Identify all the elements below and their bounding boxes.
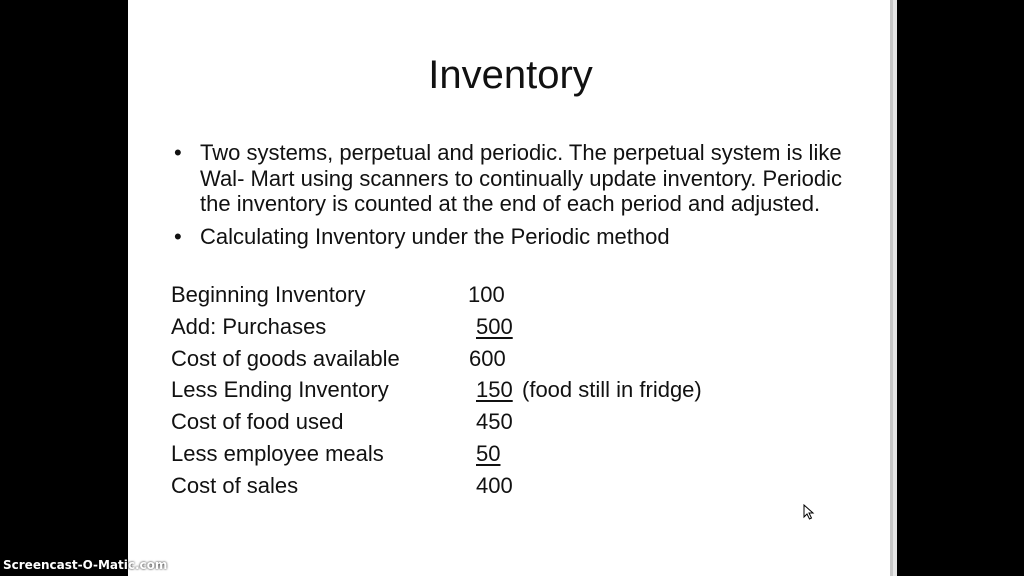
row-label: Less Ending Inventory bbox=[171, 377, 389, 403]
bullet-text: Calculating Inventory under the Periodic method bbox=[200, 223, 670, 249]
row-label: Cost of goods available bbox=[171, 345, 400, 371]
row-value: 100 bbox=[468, 282, 505, 307]
row-label: Add: Purchases bbox=[171, 313, 327, 339]
mouse-pointer-icon bbox=[803, 504, 815, 520]
slide-title: Inventory bbox=[428, 53, 593, 97]
row-label: Beginning Inventory bbox=[171, 282, 366, 307]
row-value: 500 bbox=[476, 313, 513, 339]
row-note: (food still in fridge) bbox=[522, 377, 702, 403]
presentation-slide bbox=[128, 0, 893, 576]
row-value: 50 bbox=[476, 440, 501, 466]
bullet-text: Two systems, perpetual and periodic. The perpetual system is like Wal- Mart using scanners to continually update inventory. Periodic the inventory is counted at the end of each period and adjusted. bbox=[200, 140, 842, 216]
row-label: Cost of food used bbox=[171, 409, 344, 435]
bullet-item bbox=[170, 140, 850, 217]
row-value: 400 bbox=[476, 472, 513, 498]
row-value: 150 bbox=[476, 377, 513, 403]
bullet-item bbox=[170, 224, 850, 250]
row-label: Less employee meals bbox=[171, 440, 384, 466]
watermark-logo: Screencast-O-Matic.com bbox=[3, 558, 168, 572]
slide-edge bbox=[893, 0, 897, 576]
row-value: 600 bbox=[469, 345, 506, 371]
bullet-dot: • bbox=[174, 223, 182, 249]
bullet-list bbox=[170, 140, 850, 256]
row-label: Cost of sales bbox=[171, 472, 299, 498]
row-value: 450 bbox=[476, 409, 513, 435]
bullet-dot: • bbox=[174, 140, 182, 165]
